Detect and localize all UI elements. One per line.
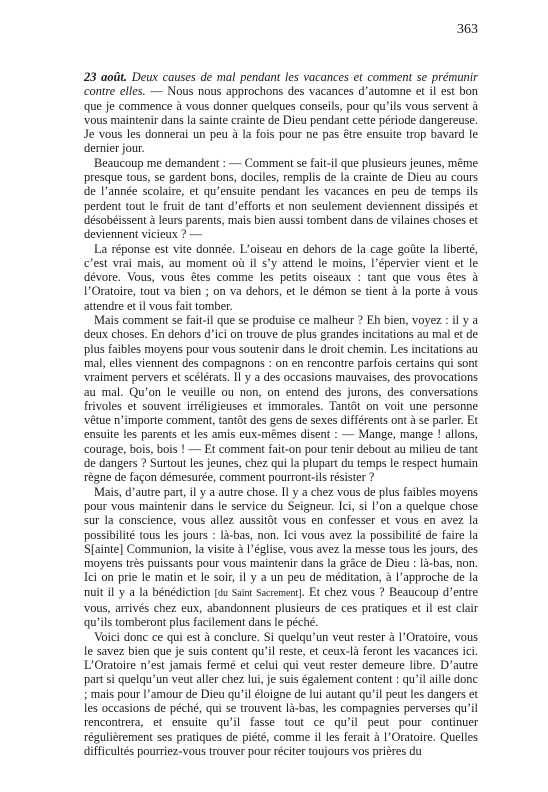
document-body xyxy=(84,70,478,758)
paragraph-3: La réponse est vite donnée. L’oiseau en dehors de la cage goûte la liberté, c’est vrai mais, au moment où il s’y attend le moins, l’épervier vient et le dévore. Vous, vous êtes comme les petits oiseaux : tant que vous êtes à l’Oratoire, tout va bien ; on va dehors, et le démon se tient à la porte à vous attendre et il vous fait tomber. xyxy=(84,241,478,313)
paragraph-text: . Et chez vous ? Beaucoup d’entre vous, arrivés chez eux, abandonnent plusieurs de ces pratiques et il est clair qu’ils tomberont plus facilement dans le péché. xyxy=(84,584,478,630)
paragraph-1 xyxy=(84,70,478,156)
paragraph-6: Voici donc ce qui est à conclure. Si quelqu’un veut rester à l’Oratoire, vous le savez bien que je suis content qu’il reste, et ceux-là feront les vacances ici. L’Oratoire n’est jamais fermé et celui qui veut rester demeure libre. D’autre part si quelqu’un veut aller chez lui, je suis également content : qu’il aille donc ; mais pour l’amour de Dieu qu’il éloigne de lui autant qu’il peut les dangers et les occasions de péché, qui se trouvent là-bas, les compagnies perverses qu’il rencontrera, et ensuite qu’il fasse tout ce qu’il peut pour continuer régulièrement ses pratiques de piété, comme il les ferait à l’Oratoire. Quelles difficultés pourriez-vous trouver pour réciter toujours vos prières du xyxy=(84,629,478,758)
page-number: 363 xyxy=(457,22,478,37)
paragraph-2: Beaucoup me demandent : — Comment se fait-il que plusieurs jeunes, même presque tous, se gardent bons, dociles, remplis de la crainte de Dieu au cours de l’année scolaire, et qu’ensuite pendant les vacances en peu de temps ils perdent tout le fruit de tant d’efforts et non seulement deviennent dissipés et désobéissent à leurs parents, mais bien aussi tombent dans de vilaines choses et deviennent vicieux ? — xyxy=(84,155,478,242)
entry-date: 23 août. xyxy=(84,70,127,84)
entry-title: Deux causes de mal pendant les vacances et comment se prémunir contre elles. xyxy=(84,70,479,99)
paragraph-4: Mais comment se fait-il que se produise ce malheur ? Eh bien, voyez : il y a deux choses. En dehors d’ici on trouve de plus grandes incitations au mal et de plus faibles moyens pour vous soutenir dans le droit chemin. Les incitations au mal, elles viennent des compagnons : on en rencontre parfois certains qui sont vraiment pervers et scélérats. Il y a des occasions mauvaises, des provocations au mal. Qu’on le veuille ou non, on entend des jurons, des conversations frivoles et souvent irréligieuses et immorales. Tantôt on voit une personne vêtue n’importe comment, tantôt des gens de sexes différents ont à se parler. Et ensuite les parents et les amis eux-mêmes disent : — Mange, mange ! allons, courage, bois, bois ! — Et comment fait-on pour tenir debout au milieu de tant de dangers ? Surtout les jeunes, chez qui la plupart du temps le respect humain règne de façon démesurée, comment pourront-ils résister ? xyxy=(84,313,478,485)
paragraph-text: — Nous nous approchons des vacances d’automne et il est bon que je commence à vous donner quelques conseils, pour qu’ils vous servent à vous maintenir dans la sainte crainte de Dieu pendant cette période dangereuse. Je vous les donnerai un peu à la fois pour ne pas être ensuite trop bavard le dernier jour. xyxy=(84,84,478,156)
editorial-note: [du Saint Sacrement] xyxy=(214,587,302,599)
paragraph-text: Mais, d’autre part, il y a autre chose. Il y a chez vous de plus faibles moyens pour vous maintenir dans le service du Seigneur. Ici, si l’on a quelque chose sur la conscience, vous allez aussitôt vous en confesser et vous en avez la possibilité tous les jours : là-bas, non. Ici vous avez la possibilité de faire la S[ainte] Communion, la visite à l’église, vous avez la messe tous les jours, des moyens très puissants pour vous maintenir dans la grâce de Dieu : là-bas, non. Ici on prie le matin et le soir, il y a un peu de méditation, à l’approche de la nuit il y a la bénédiction xyxy=(84,484,478,599)
paragraph-5 xyxy=(84,485,478,630)
